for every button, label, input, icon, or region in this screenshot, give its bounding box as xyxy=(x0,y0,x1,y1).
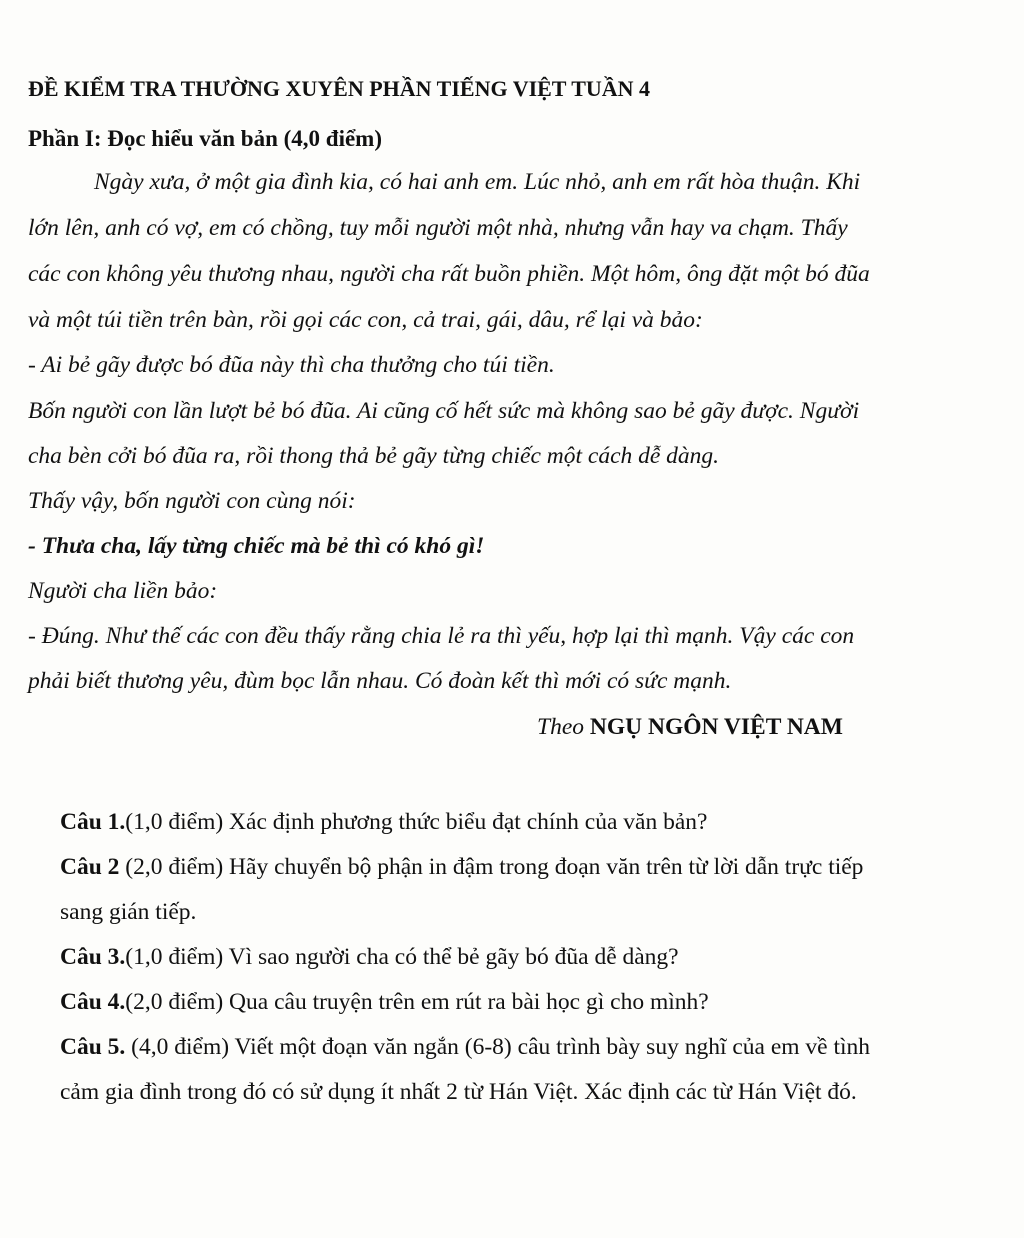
question-5-continued xyxy=(60,1077,857,1107)
passage-line: các con không yêu thương nhau, người cha rất buồn phiền. Một hôm, ông đặt một bó đũa xyxy=(28,261,870,287)
passage-line: Thấy vậy, bốn người con cùng nói: xyxy=(28,488,356,514)
source-name: NGỤ NGÔN VIỆT NAM xyxy=(589,714,843,740)
question-label: Câu 2 xyxy=(60,854,120,880)
question-text: (2,0 điểm) Hãy chuyển bộ phận in đậm trong đoạn văn trên từ lời dẫn trực tiếp xyxy=(119,854,864,880)
passage-line: - Ai bẻ gãy được bó đũa này thì cha thưởng cho túi tiền. xyxy=(28,352,555,378)
question-label: Câu 1. xyxy=(60,809,126,835)
passage-line: lớn lên, anh có vợ, em có chồng, tuy mỗi người một nhà, nhưng vẫn hay va chạm. Thấy xyxy=(28,215,848,241)
question-text: (1,0 điểm) Xác định phương thức biểu đạt chính của văn bản? xyxy=(125,809,708,835)
question-label: Câu 4. xyxy=(60,989,126,1015)
passage-line: và một túi tiền trên bàn, rồi gọi các con, cả trai, gái, dâu, rể lại và bảo: xyxy=(28,307,703,333)
question-label: Câu 5. xyxy=(60,1034,126,1060)
passage-bold-quote: - Thưa cha, lấy từng chiếc mà bẻ thì có khó gì! xyxy=(28,533,485,559)
passage-line: Bốn người con lần lượt bẻ bó đũa. Ai cũng cố hết sức mà không sao bẻ gãy được. Người xyxy=(28,398,860,424)
question-text: (2,0 điểm) Qua câu truyện trên em rút ra bài học gì cho mình? xyxy=(125,989,709,1015)
question-4 xyxy=(60,987,709,1017)
question-text: (1,0 điểm) Vì sao người cha có thể bẻ gãy bó đũa dễ dàng? xyxy=(125,944,679,970)
part-1-heading: Phần I: Đọc hiểu văn bản (4,0 điểm) xyxy=(28,126,382,151)
passage-line: Ngày xưa, ở một gia đình kia, có hai anh em. Lúc nhỏ, anh em rất hòa thuận. Khi xyxy=(94,169,861,195)
passage-line: phải biết thương yêu, đùm bọc lẫn nhau. Có đoàn kết thì mới có sức mạnh. xyxy=(28,668,732,694)
passage-line: Người cha liền bảo: xyxy=(28,578,218,604)
question-5 xyxy=(60,1032,870,1062)
question-label: Câu 3. xyxy=(60,944,126,970)
question-1 xyxy=(60,807,707,837)
passage-line: - Đúng. Như thế các con đều thấy rằng chia lẻ ra thì yếu, hợp lại thì mạnh. Vậy các con xyxy=(28,623,855,649)
passage-source xyxy=(537,712,843,742)
passage-line: cha bèn cởi bó đũa ra, rồi thong thả bẻ gãy từng chiếc một cách dễ dàng. xyxy=(28,443,720,469)
question-text: (4,0 điểm) Viết một đoạn văn ngắn (6-8) câu trình bày suy nghĩ của em về tình xyxy=(125,1034,871,1060)
exam-title: ĐỀ KIỂM TRA THƯỜNG XUYÊN PHẦN TIẾNG VIỆT TUẦN 4 xyxy=(28,76,651,101)
question-text: cảm gia đình trong đó có sử dụng ít nhất 2 từ Hán Việt. Xác định các từ Hán Việt đó. xyxy=(60,1079,857,1105)
question-2-continued xyxy=(60,897,196,927)
question-text: sang gián tiếp. xyxy=(60,899,197,925)
source-prefix: Theo xyxy=(537,714,584,740)
question-3 xyxy=(60,942,679,972)
question-2 xyxy=(60,852,863,882)
